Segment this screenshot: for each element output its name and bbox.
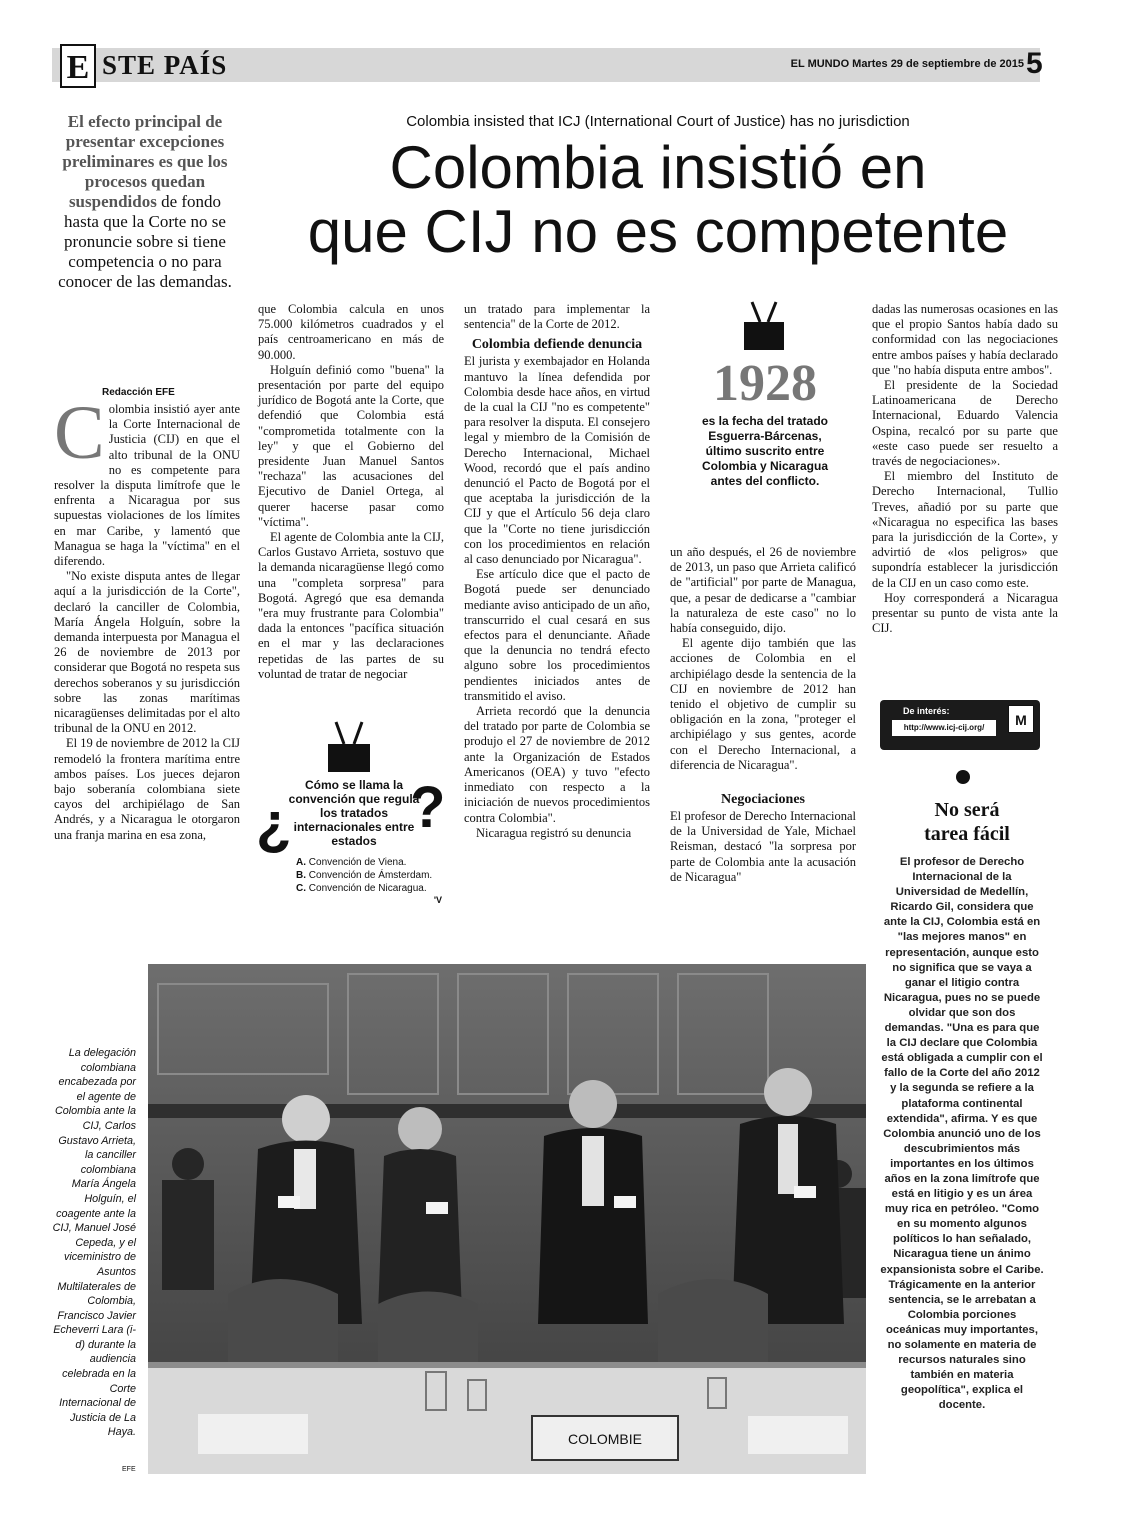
sidebar-body: El profesor de Derecho Internacional de la Universidad de Medellín, Ricardo Gil, considera que ante la CIJ, Colombia está en "las mejores manos" en representación, aunque esto no significa que se vaya a ganar el litigio contra Nicaragua, pues no se puede olvidar que son dos demandas. "Una es para que la CIJ declare que Colombia está obligada a cumplir con el fallo de la Corte del año 2012 y la segunda se refiere a la plataforma continental extendida", afirma. Y es que Colombia anunció uno de los descubrimientos más importantes en los últimos años en la zona limítrofe que está en litigio y es un área muy rica en petróleo. "Como en su momento algunos políticos lo han señalado, Nicaragua tiene un ánimo expansionista sobre el Caribe. Trágicamente en la anterior sentencia, se le arrebatan a Colombia porciones oceánicas muy importantes, no solamente en materia de recursos naturales sino también en materia geopolítica", explica el docente. xyxy=(880,856,1044,1412)
paragraph: un tratado para implementar la sentencia" de la Corte de 2012. xyxy=(464,302,650,332)
paragraph: Holguín definió como "buena" la presentación por parte del equipo jurídico de Bogotá ante la Corte, que defendió que Colombia está "comprometida totalmente con la ley" y que el Gobierno del presidente Juan Manuel Santos "rechaza" las acusaciones del Ejecutivo de Daniel Ortega, al querer hacerse pasar como "víctima". xyxy=(258,362,444,529)
pull-quote-rest: de fondo hasta que la Corte no se pronuncie sobre si tiene competencia o no para conocer de las demandas. xyxy=(58,192,232,291)
newspaper-logo-icon: M xyxy=(1008,705,1034,733)
headline xyxy=(258,136,1058,264)
paragraph: El profesor de Derecho Internacional de la Universidad de Yale, Michael Reisman, destacó "la sorpresa por parte de Colombia ante la acusación de Nicaragua" xyxy=(670,809,856,884)
article-column-5 xyxy=(872,302,1058,636)
quiz-box xyxy=(256,775,446,905)
bullet-icon xyxy=(956,770,970,784)
interest-link[interactable]: http://www.icj-cij.org/ xyxy=(892,720,996,736)
paragraph: El 19 de noviembre de 2012 la CIJ remodeló la frontera marítima entre ambos países. Los jueces dejaron bajo soberanía colombiana siete cayos del archipiélago de San Andrés, y a Nicaragua le otorgaron una franja marina en esa zona, xyxy=(54,736,240,842)
paragraph: El agente de Colombia ante la CIJ, Carlos Gustavo Arrieta, sostuvo que la demanda nicaragüense llegó como una "completa sorpresa" para Bogotá. Agregó que esa demanda "era muy frustrante para Colombia" dada la entonces "pacífica situación en el mar y las declaraciones repetidas de las partes de su voluntad de tratar de negociar xyxy=(258,530,444,681)
paragraph: "No existe disputa antes de llegar aquí a la jurisdicción de la Corte", declaró la canciller de Colombia, María Ángela Holguín, sobre la demanda interpuesta por Managua el 26 de noviembre de 2013 por considerar que Bogotá no respeta sus derechos soberanos y su jurisdicción sobre las zonas marítimas nicaragüenses delimitadas por el alto tribunal de la ONU en 2012. xyxy=(54,569,240,736)
subheading: Negociaciones xyxy=(721,792,805,808)
sidebar-title-line-2: tarea fácil xyxy=(924,823,1010,845)
paragraph: El miembro del Instituto de Derecho Internacional, Tullio Treves, añadió por su parte que «Nicaragua no especifica las bases para la jurisdicción de la Corte», y advirtió de «los peligros» que supondría establecer la jurisdicción de la CIJ en un caso como este. xyxy=(872,469,1058,590)
photo-credit: EFE xyxy=(122,1466,136,1473)
headline-line-1: Colombia insistió en xyxy=(389,134,927,201)
courtroom-photo-illustration xyxy=(148,964,866,1474)
paragraph: dadas las numerosas ocasiones en las que el propio Santos había dado su conformidad con las negociaciones entre ambos países y había declarado que "no había disputa entre ambos". xyxy=(872,302,1058,377)
article-column-1 xyxy=(54,386,240,843)
paragraph: Ese artículo dice que el pacto de Bogotá puede ser denunciado mediante aviso anticipado de un año, transcurrido el cual cesará en sus efectos para el denunciante. Añade que la denuncia no tendrá efecto alguno sobre los procedimientos pendientes iniciados antes de transmitido el aviso. xyxy=(464,567,650,703)
sidebar-title-line-1: No será xyxy=(934,799,1000,821)
quiz-answer-mark: 'V xyxy=(433,895,442,905)
english-kicker: Colombia insisted that ICJ (International Court of Justice) has no jurisdiction xyxy=(406,113,910,130)
headline-line-2: que CIJ no es competente xyxy=(307,198,1009,265)
paragraph: un año después, el 26 de noviembre de 2013, un paso que Arrieta calificó de "artificial" por parte de Managua, que, a pesar de dedicarse a "cambiar la naturaleza de este caso" no lo había conseguido, dijo. xyxy=(670,545,856,636)
pull-quote xyxy=(52,112,238,292)
paragraph: El presidente de la Sociedad Latinoamericana de Derecho Internacional, Eduardo Valencia Ospina, recalcó por su parte que «este caso puede ser resuelto a través de negociaciones». xyxy=(872,378,1058,469)
interest-title: De interés: xyxy=(903,706,950,716)
photo-caption: La delegación colombiana encabezada por el agente de Colombia ante la CIJ, Carlos Gustavo Arrieta, la canciller colombiana María Ángela Holguín, el coagente ante la CIJ, Manuel José Cepeda, y el viceministro de Asuntos Multilaterales de Colombia, Francisco Javier Echeverri Lara (i-d) durante la audiencia celebrada en la Corte Internacional de Justicia de La Haya. xyxy=(52,1047,136,1439)
quiz-option: C. Convención de Nicaragua. xyxy=(296,883,427,894)
subheading: Colombia defiende denuncia xyxy=(471,337,643,353)
article-column-4 xyxy=(670,545,856,885)
fact-year: 1928 xyxy=(713,355,817,412)
lead-paragraph: Colombia insistió ayer ante la Corte Internacional de Justicia (CIJ) en que el alto tribunal de la ONU no es competente para resolver la disputa limítrofe que le enfrenta a Nicaragua por sus supuestas violaciones de los límites en mar Caribe, y lamentó que Managua se haga la "víctima" en el diferendo. xyxy=(54,391,240,569)
placard-text: COLOMBIE xyxy=(568,1431,642,1447)
page-number: 5 xyxy=(1026,47,1043,80)
sidebar-title xyxy=(878,798,1056,846)
paragraph: El agente dijo también que las acciones de Colombia en el archipiélago desde la sentencia de la CIJ en noviembre de 2012 han tenido el objetivo de cumplir su obligación en la zona, "proteger el archipiélago y sus gentes, acorde con el Derecho Internacional, a diferencia de Nicaragua". xyxy=(670,636,856,772)
quiz-option: B. Convención de Ámsterdam. xyxy=(296,870,433,881)
paragraph: Hoy corresponderá a Nicaragua presentar su punto de vista ante la CIJ. xyxy=(872,590,1058,636)
quiz-question: Cómo se llama la convención que regula los tratados internacionales entre estados xyxy=(288,778,420,848)
article-column-3 xyxy=(464,302,650,841)
paragraph: El jurista y exembajador en Holanda mantuvo la línea defendida por Colombia desde hace años, en virtud de la cual la CIJ "no es competente" para resolver la disputa. El consejero legal y miembro de la Comisión de Derecho Internacional, Michael Wood, recordó que el país andino denunció el Pacto de Bogotá por el que aceptaba la jurisdicción de la CIJ y que el Artículo 56 deja claro que la "Corte no tiene jurisdicción con los procedimientos en relación al caso denunciado por Nicaragua". xyxy=(464,354,650,567)
fact-text: es la fecha del tratado Esguerra-Bárcenas, último suscrito entre Colombia y Nicaragua antes del conflicto. xyxy=(701,414,829,488)
delegation-photo xyxy=(148,964,866,1474)
pull-quote-highlight: El efecto principal de presentar excepciones preliminares es que los procesos quedan suspendidos xyxy=(62,112,228,211)
quiz-options xyxy=(296,856,442,895)
byline: Redacción EFE xyxy=(102,387,175,398)
paragraph: que Colombia calcula en unos 75.000 kilómetros cuadrados y el país centroamericano en más de 90.000. xyxy=(258,302,444,362)
paragraph: Arrieta recordó que la denuncia del tratado por parte de Colombia se produjo el 27 de noviembre de 2012 ante la Organización de Estados Americanos (OEA) y tuvo "efecto inmediato con respecto a la iniciación de nuevos procedimientos contra Colombia". xyxy=(464,704,650,825)
masthead-date: EL MUNDO Martes 29 de septiembre de 2015 xyxy=(790,58,1024,70)
open-question-mark: ¿ xyxy=(256,791,292,856)
drop-cap: C xyxy=(54,391,105,475)
binder-clip-icon xyxy=(738,298,790,352)
binder-clip-icon xyxy=(322,718,376,774)
section-name: STE PAÍS xyxy=(102,50,228,80)
article-column-2 xyxy=(258,302,444,682)
close-question-mark: ? xyxy=(410,775,446,840)
quiz-option: A. Convención de Viena. xyxy=(296,857,407,868)
paragraph: Nicaragua registró su denuncia xyxy=(476,825,632,840)
section-initial: E xyxy=(60,44,96,88)
